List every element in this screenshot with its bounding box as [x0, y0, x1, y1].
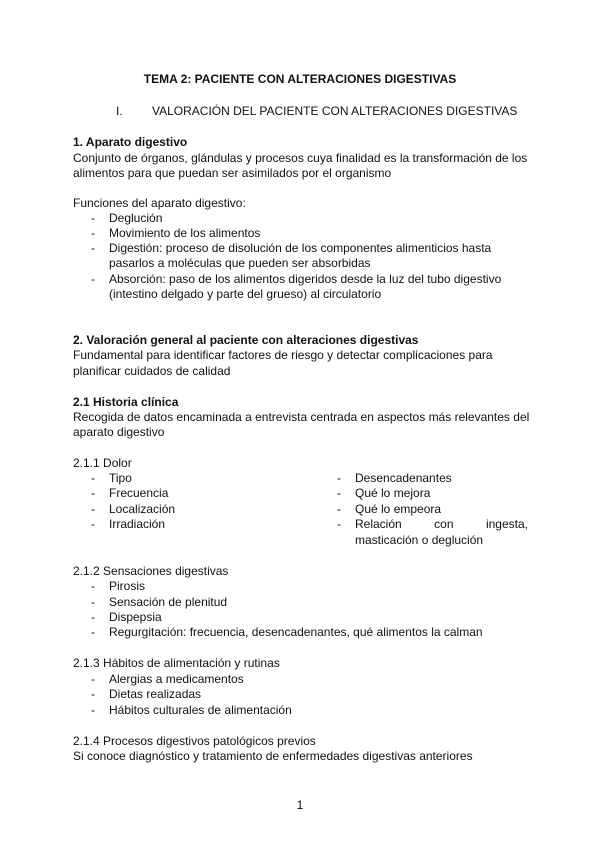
- list-item: Sensación de plenitud: [109, 595, 228, 609]
- section-title: VALORACIÓN DEL PACIENTE CON ALTERACIONES DIGESTIVAS: [152, 104, 518, 118]
- list-dash: -: [337, 471, 341, 485]
- section-number: I.: [116, 104, 123, 118]
- list-dash: -: [91, 517, 95, 531]
- s2-text-line2: planificar cuidados de calidad: [73, 364, 231, 378]
- list-item: Qué lo mejora: [355, 486, 431, 500]
- s21-heading: 2.1 Historia clínica: [73, 395, 179, 409]
- s214-text: Si conoce diagnóstico y tratamiento de enfermedades digestivas anteriores: [73, 749, 473, 763]
- topic-title: TEMA 2: PACIENTE CON ALTERACIONES DIGESTIVAS: [143, 72, 457, 86]
- list-item: Irradiación: [109, 517, 166, 531]
- list-dash: -: [91, 486, 95, 500]
- list-item: Qué lo empeora: [355, 502, 442, 516]
- list-item: Relación con ingesta,: [355, 517, 528, 531]
- list-dash: -: [91, 595, 95, 609]
- list-item-continued: pasarlos a moléculas que pueden ser absorbidas: [109, 256, 371, 270]
- list-item: Deglución: [109, 211, 163, 225]
- list-dash: -: [91, 610, 95, 624]
- list-item: Tipo: [109, 471, 132, 485]
- s211-heading: 2.1.1 Dolor: [73, 456, 132, 470]
- list-dash: -: [91, 672, 95, 686]
- list-item: Desencadenantes: [355, 471, 452, 485]
- list-item: Dietas realizadas: [109, 687, 202, 701]
- list-item: Digestión: proceso de disolución de los componentes alimenticios hasta: [109, 241, 492, 255]
- list-dash: -: [337, 486, 341, 500]
- list-item: Frecuencia: [109, 486, 169, 500]
- list-dash: -: [91, 625, 95, 639]
- s2-text-line1: Fundamental para identificar factores de riesgo y detectar complicaciones para: [73, 348, 493, 362]
- list-dash: -: [91, 579, 95, 593]
- list-item: Regurgitación: frecuencia, desencadenantes, qué alimentos la calman: [109, 625, 483, 639]
- list-dash: -: [337, 502, 341, 516]
- list-item: Localización: [109, 502, 176, 516]
- functions-label: Funciones del aparato digestivo:: [73, 196, 246, 210]
- list-item-continued: masticación o deglución: [355, 533, 484, 547]
- list-item: Dispepsia: [109, 610, 162, 624]
- list-dash: -: [91, 226, 95, 240]
- s214-heading: 2.1.4 Procesos digestivos patológicos previos: [73, 734, 316, 748]
- s213-heading: 2.1.3 Hábitos de alimentación y rutinas: [73, 656, 280, 670]
- s1-heading: 1. Aparato digestivo: [73, 135, 188, 149]
- list-dash: -: [91, 211, 95, 225]
- s1-def-line2: alimentos para que puedan ser asimilados por el organismo: [73, 166, 392, 180]
- list-item: Hábitos culturales de alimentación: [109, 703, 292, 717]
- s21-line2: aparato digestivo: [73, 425, 165, 439]
- list-dash: -: [91, 471, 95, 485]
- list-dash: -: [91, 502, 95, 516]
- list-dash: -: [337, 517, 341, 531]
- list-item: Pirosis: [109, 579, 146, 593]
- list-item: Alergias a medicamentos: [109, 672, 244, 686]
- list-dash: -: [91, 272, 95, 286]
- s21-line1: Recogida de datos encaminada a entrevista centrada en aspectos más relevantes del: [73, 410, 530, 424]
- page-number: 1: [296, 798, 304, 812]
- list-dash: -: [91, 687, 95, 701]
- s212-heading: 2.1.2 Sensaciones digestivas: [73, 564, 229, 578]
- list-dash: -: [91, 703, 95, 717]
- s1-def-line1: Conjunto de órganos, glándulas y procesos cuya finalidad es la transformación de los: [73, 151, 528, 165]
- list-dash: -: [91, 241, 95, 255]
- list-item-continued: (intestino delgado y parte del grueso) al circulatorio: [109, 287, 382, 301]
- s2-heading: 2. Valoración general al paciente con alteraciones digestivas: [73, 333, 419, 347]
- list-item: Absorción: paso de los alimentos digeridos desde la luz del tubo digestivo: [109, 272, 502, 286]
- list-item: Movimiento de los alimentos: [109, 226, 261, 240]
